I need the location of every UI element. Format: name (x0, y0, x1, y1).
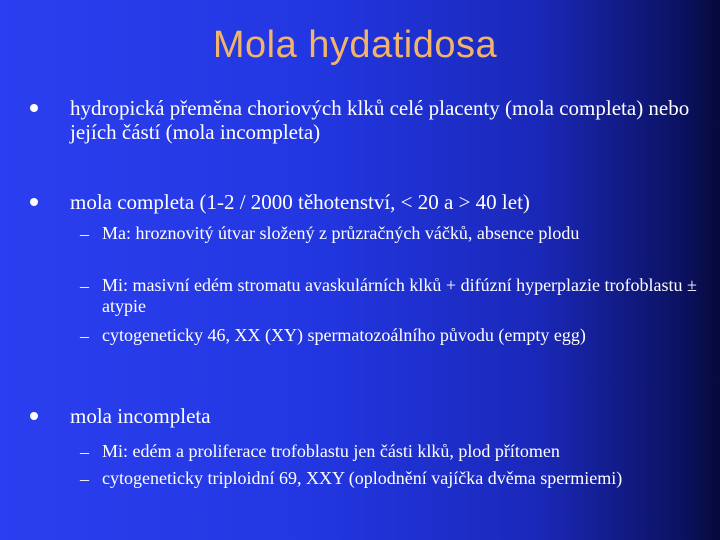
bullet-text: mola completa (1-2 / 2000 těhotenství, < 20 a > 40 let) (70, 190, 530, 214)
sub-item-text: Mi: edém a proliferace trofoblastu jen části klků, plod přítomen (102, 441, 560, 461)
sub-item-text: Ma: hroznovitý útvar složený z průzračných váčků, absence plodu (102, 223, 580, 243)
sub-item-text: Mi: masivní edém stromatu avaskulárních klků + difúzní hyperplazie trofoblastu ± atypie (102, 275, 697, 316)
bullet-item (30, 190, 712, 214)
dash-icon: – (80, 224, 89, 244)
sub-item (80, 223, 712, 244)
dash-icon: – (80, 276, 89, 296)
sub-item-text: cytogeneticky 46, XX (XY) spermatozoálního původu (empty egg) (102, 325, 586, 345)
sub-item (80, 275, 712, 317)
dash-icon: – (80, 326, 89, 346)
sub-item (80, 441, 712, 462)
bullet-item (30, 404, 712, 428)
bullet-text: mola incompleta (70, 404, 211, 428)
bullet-dot-icon (30, 412, 38, 420)
bullet-dot-icon (30, 104, 38, 112)
slide-title: Mola hydatidosa (212, 24, 498, 66)
bullet-dot-icon (30, 198, 38, 206)
dash-icon: – (80, 442, 89, 462)
bullet-item (30, 96, 712, 144)
bullet-text: hydropická přeměna choriových klků celé placenty (mola completa) nebo jejích částí (mola incompleta) (70, 96, 690, 144)
sub-item (80, 325, 712, 346)
sub-item-text: cytogeneticky triploidní 69, XXY (oplodnění vajíčka dvěma spermiemi) (102, 468, 623, 488)
sub-item (80, 468, 712, 489)
dash-icon: – (80, 469, 89, 489)
